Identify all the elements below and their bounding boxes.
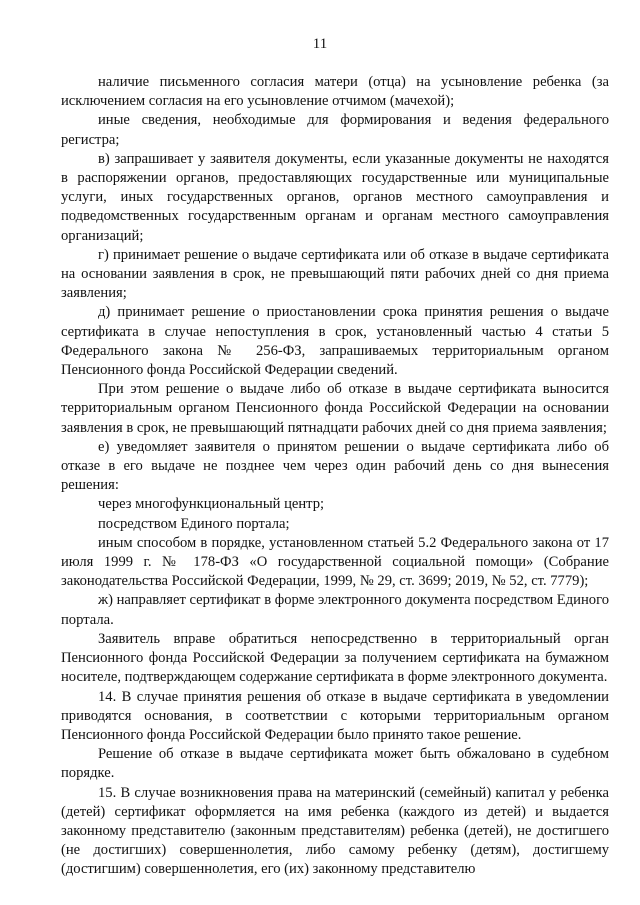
paragraph-consent: наличие письменного согласия матери (отца) на усыновление ребенка (за исключением согласия на его усыновление отчимом (мачехой);	[61, 74, 609, 110]
paragraph-v: в) запрашивает у заявителя документы, если указанные документы не находятся в распоряжении органов, предоставляющих государственные или муниципальные услуги, иных государственных органов, органов местного самоуправления и подведомственных государственным органам и органам местного самоуправления организаций;	[61, 150, 609, 244]
paragraph-zh: ж) направляет сертификат в форме электронного документа посредством Единого портала.	[61, 592, 609, 628]
paragraph-mfc: через многофункциональный центр;	[98, 496, 325, 513]
paragraph-e: е) уведомляет заявителя о принятом решении о выдаче сертификата либо об отказе в его выдаче не позднее чем через один рабочий день со дня вынесения решения:	[61, 438, 609, 494]
paragraph-g: г) принимает решение о выдаче сертификата или об отказе в выдаче сертификата на основании заявления в срок, не превышающий пяти рабочих дней со дня приема заявления;	[61, 246, 609, 302]
paragraph-appeal: Решение об отказе в выдаче сертификата может быть обжаловано в судебном порядке.	[61, 746, 609, 782]
document-body	[61, 73, 609, 880]
paragraph-portal: посредством Единого портала;	[98, 515, 290, 532]
paragraph-15: 15. В случае возникновения права на материнский (семейный) капитал у ребенка (детей) сертификат оформляется на имя ребенка (каждого из детей) и выдается законному представителю (законным представителям) ребенка (детей), не достигшего (не достигших) совершеннолетия, либо самому ребенку (детям), достигшему (достигшим) совершеннолетия, его (их) законному представителю	[61, 784, 609, 878]
paragraph-paper-certificate: Заявитель вправе обратиться непосредственно в территориальный орган Пенсионного фонда Российской Федерации за получением сертификата на бумажном носителе, подтверждающем содержание сертификата в форме электронного документа.	[61, 630, 609, 686]
paragraph-d: д) принимает решение о приостановлении срока принятия решения о выдаче сертификата в случае непоступления в срок, установленный частью 4 статьи 5 Федерального закона № 256-ФЗ, запрашиваемых территориальным органом Пенсионного фонда Российской Федерации сведений.	[61, 304, 609, 379]
paragraph-decision-deadline: При этом решение о выдаче либо об отказе в выдаче сертификата выносится территориальным органом Пенсионного фонда Российской Федерации на основании заявления в срок, не превышающий пятнадцати рабочих дней со дня приема заявления;	[61, 381, 609, 436]
paragraph-other-info: иные сведения, необходимые для формирования и ведения федерального регистра;	[61, 112, 609, 148]
paragraph-14: 14. В случае принятия решения об отказе в выдаче сертификата в уведомлении приводятся основания, в соответствии с которыми территориальным органом Пенсионного фонда Российской Федерации было принято такое решение.	[61, 688, 609, 743]
paragraph-other-method: иным способом в порядке, установленном статьей 5.2 Федерального закона от 17 июля 1999 г. № 178-ФЗ «О государственной социальной помощи» (Собрание законодательства Российской Федерации, 1999, № 29, ст. 3699; 2019, № 52, ст. 7779);	[61, 534, 609, 590]
page-number: 11	[312, 36, 328, 52]
